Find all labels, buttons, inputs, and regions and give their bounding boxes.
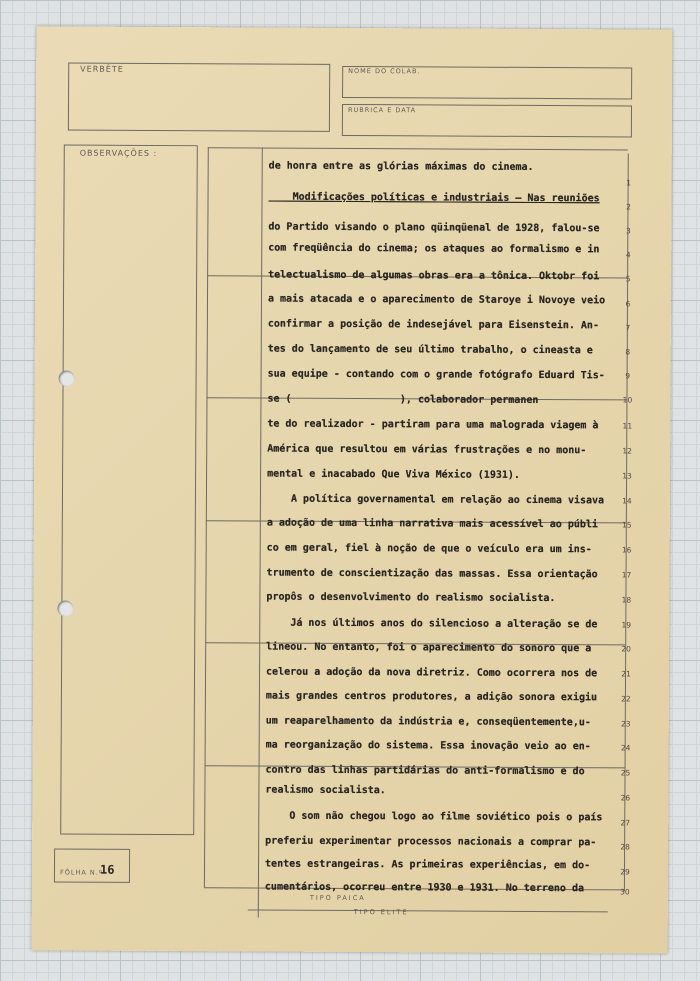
line-number: 23 [620, 719, 631, 729]
line-number: 3 [625, 226, 631, 236]
line-number: 20 [621, 644, 631, 654]
text-line-17: trumento de conscientização das massas. Essa orientação [266, 567, 598, 581]
text-line-10: se ( ), colaborador permanen [267, 393, 539, 406]
punch-hole-bottom [57, 600, 73, 616]
text-line-5: telectualismo de algumas obras era a tônica. Oktobr foi [268, 269, 600, 283]
text-line-13: mental e inacabado Que Viva México (1931). [267, 468, 520, 481]
folha-number: 16 [99, 862, 115, 877]
verbete-label: VERBÊTE [80, 64, 124, 74]
line-number: 16 [621, 545, 632, 555]
punch-hole-top [59, 370, 75, 386]
line-number: 18 [621, 595, 632, 605]
text-line-26: realismo socialista. [265, 784, 386, 797]
text-line-15: a adoção de uma linha narrativa mais acessível ao públi [266, 517, 598, 531]
text-line-2: Modificações políticas e industriais — Nas reuniões [268, 191, 600, 205]
text-line-19: Já nos últimos anos do silencioso a alteração se de [266, 617, 598, 631]
line-number: 19 [621, 620, 632, 630]
observacoes-box [60, 144, 198, 835]
line-number: 5 [625, 274, 631, 284]
rubrica-data-label: RUBRICA E DATA [347, 105, 417, 115]
nome-colab-label: NOME DO COLAB. [348, 66, 421, 76]
line-number: 4 [625, 250, 631, 260]
text-line-21: celerou a adoção da nova diretriz. Como ocorrera nos de [266, 666, 598, 680]
text-line-25: contro das linhas partidárias do anti-formalismo e do [265, 764, 585, 778]
line-number: 12 [622, 446, 632, 456]
text-line-20: lineou. No entanto, foi o aparecimento do sonoro que a [266, 641, 592, 655]
text-line-6: a mais atacada e o aparecimento de Staroye i Novoye veio [267, 293, 606, 307]
line-number: 6 [625, 299, 631, 309]
line-number: 14 [622, 496, 632, 506]
line-number: 15 [622, 520, 632, 530]
line-number: 28 [620, 842, 630, 852]
frame-inner-rule [258, 148, 263, 918]
folha-label: FÔLHA N.º [59, 868, 103, 877]
text-line-3: do Partido visando o plano qüinqüenal de 1928, falou-se [268, 221, 600, 235]
line-number: 30 [620, 887, 630, 897]
manuscript-sheet [32, 26, 673, 953]
text-line-9: sua equipe - contando com o grande fotógrafo Eduard Tis- [267, 368, 605, 382]
tipo-paica-label: TIPO PAICA [309, 893, 366, 903]
line-number: 8 [625, 347, 631, 357]
line-number: 27 [620, 818, 631, 828]
text-line-18: propôs o desenvolvimento do realismo socialista. [266, 591, 556, 605]
text-line-4: com freqüência do cinema; os ataques ao formalismo e in [268, 242, 600, 256]
elite-rule [248, 909, 608, 912]
text-line-1: de honra entre as glórias máximas do cinema. [268, 160, 534, 173]
text-line-12: América que resultou em várias frustrações e no monu- [267, 443, 587, 457]
frame-left-rule [204, 147, 209, 887]
text-line-28: preferiu experimentar processos nacionais a comprar pa- [265, 835, 597, 849]
folha-box [54, 848, 130, 882]
text-line-23: um reaparelhamento da indústria e, conseqüentemente,u- [265, 715, 591, 729]
line-number: 17 [621, 570, 632, 580]
line-number: 26 [620, 793, 631, 803]
observacoes-label: OBSERVAÇÕES : [79, 148, 158, 158]
line-number: 29 [620, 867, 630, 877]
text-line-24: ma reorganização do sistema. Essa inovação veio ao en- [265, 739, 591, 753]
frame-top-rule [208, 147, 628, 150]
line-number: 11 [622, 421, 633, 431]
text-line-11: te do realizador - partiram para uma malograda viagem à [267, 418, 599, 432]
line-number: 24 [620, 743, 631, 753]
text-line-8: tes do lançamento de seu último trabalho, o cineasta e [267, 343, 593, 357]
line-number: 22 [621, 694, 631, 704]
line-number: 1 [626, 178, 632, 188]
line-number: 2 [626, 202, 631, 212]
line-number: 10 [622, 395, 633, 405]
text-line-30: cumentários, ocorreu entre 1930 e 1931. No terreno da [264, 881, 585, 895]
line-number: 13 [622, 471, 632, 481]
text-line-27: O som não chegou logo ao filme soviético pois o país [265, 810, 603, 824]
line-number: 25 [620, 768, 631, 778]
tipo-elite-label: TIPO ELITE [353, 908, 409, 917]
text-line-16: co em geral, fiel à noção de que o veículo era um ins- [266, 542, 592, 556]
text-line-29: tentes estrangeiras. As primeiras experiências, em do- [265, 858, 591, 872]
text-line-7: confirmar a posição de indesejável para Eisenstein. An- [267, 318, 600, 332]
line-number: 7 [625, 323, 631, 333]
line-number: 21 [621, 669, 631, 679]
text-line-22: mais grandes centros produtores, a adição sonora exigiu [265, 690, 598, 704]
text-line-14: A política governamental em relação ao cinema visava [266, 493, 605, 507]
line-number: 9 [625, 371, 631, 381]
